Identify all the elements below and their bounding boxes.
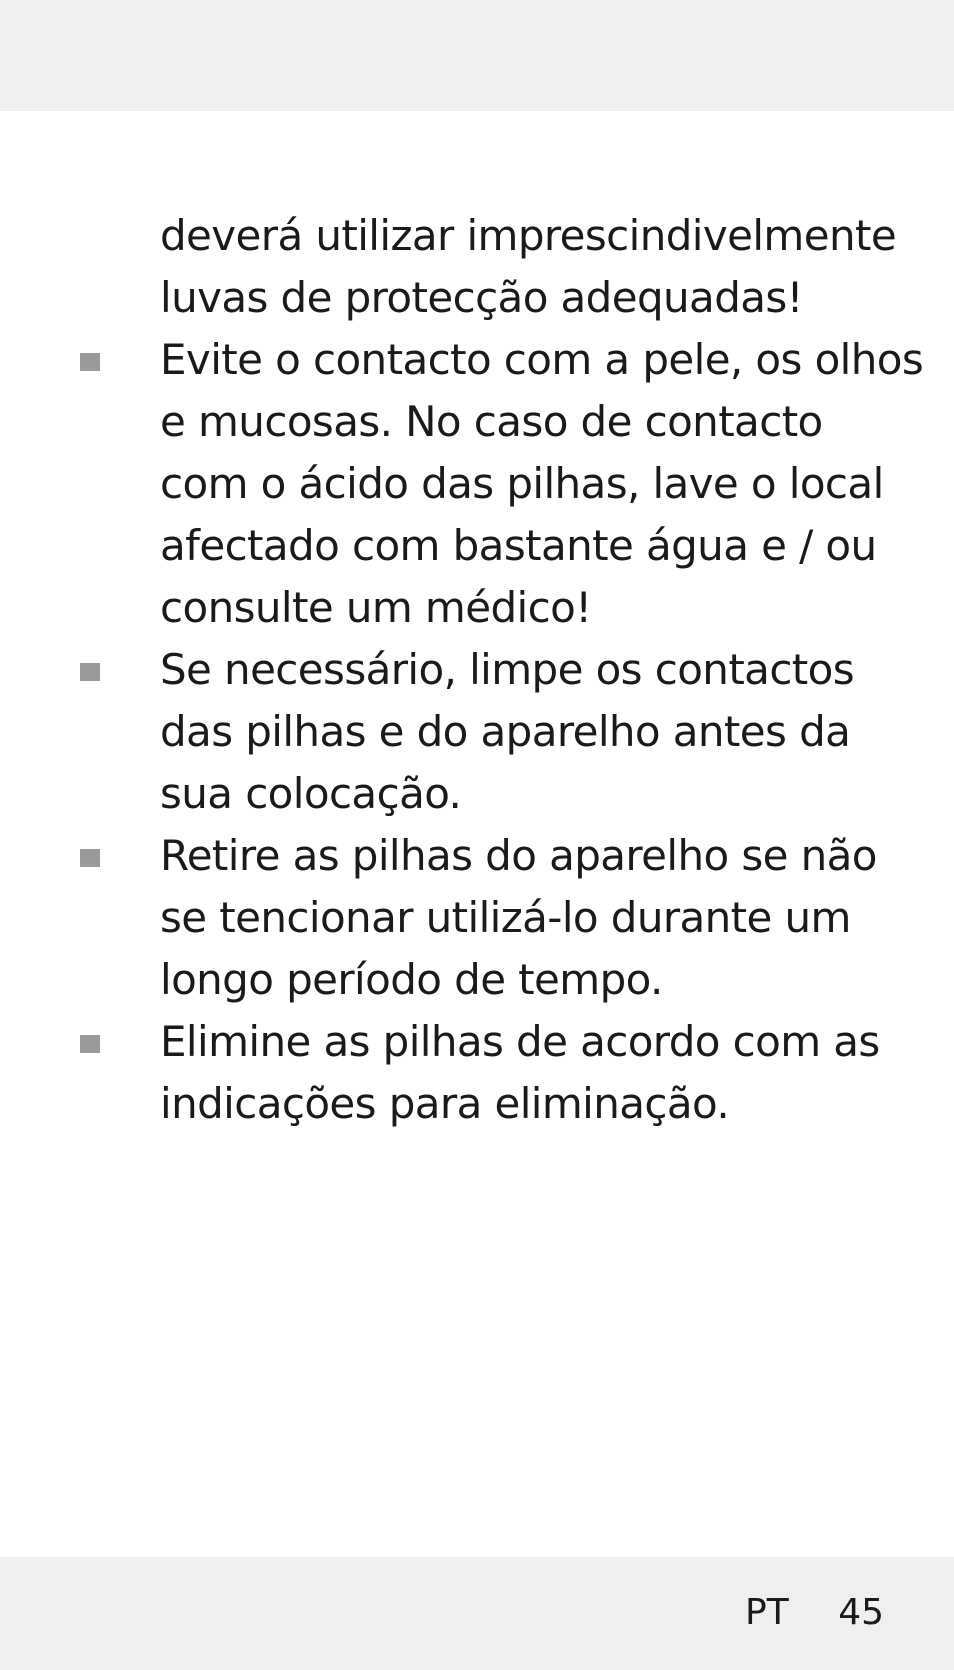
list-item: [0, 825, 954, 1011]
list-item: [0, 639, 954, 825]
square-bullet-icon: [80, 663, 100, 681]
text-line: deverá utilizar imprescindivelmente: [160, 211, 897, 260]
square-bullet-icon: [80, 849, 100, 867]
square-bullet-icon: [80, 353, 100, 371]
square-bullet-icon: [80, 1035, 100, 1053]
text-line: Elimine as pilhas de acordo com as: [160, 1017, 880, 1066]
header-band: [0, 0, 954, 111]
language-code: PT: [745, 1592, 789, 1633]
text-line: Retire as pilhas do aparelho se não: [160, 831, 877, 880]
text-line: com o ácido das pilhas, lave o local: [160, 459, 884, 508]
text-line: das pilhas e do aparelho antes da: [160, 707, 851, 756]
text-line: sua colocação.: [160, 769, 462, 818]
text-line: indicações para eliminação.: [160, 1079, 730, 1128]
list-item: [0, 329, 954, 639]
list-item: [0, 1011, 954, 1135]
manual-text: [0, 205, 954, 1135]
page-footer: [745, 1583, 884, 1643]
text-line: e mucosas. No caso de contacto: [160, 397, 823, 446]
intro-continuation: [0, 205, 954, 329]
page-number: 45: [838, 1592, 884, 1633]
text-line: Se necessário, limpe os contactos: [160, 645, 855, 694]
text-line: consulte um médico!: [160, 583, 592, 632]
text-line: luvas de protecção adequadas!: [160, 273, 803, 322]
text-line: afectado com bastante água e / ou: [160, 521, 877, 570]
text-line: se tencionar utilizá-lo durante um: [160, 893, 851, 942]
text-line: longo período de tempo.: [160, 955, 663, 1004]
text-line: Evite o contacto com a pele, os olhos: [160, 335, 924, 384]
